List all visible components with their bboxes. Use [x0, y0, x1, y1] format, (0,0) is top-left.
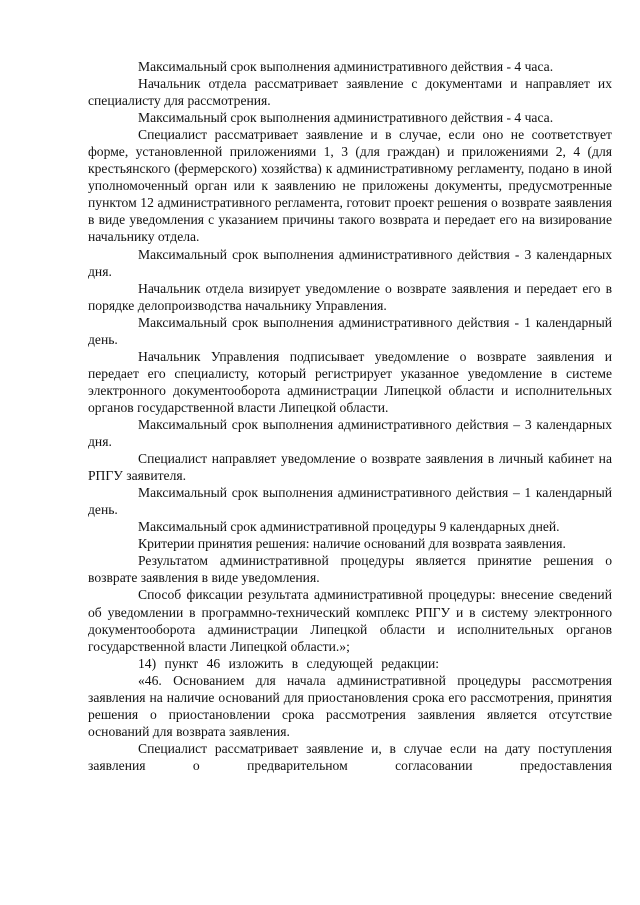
paragraph: «46. Основанием для начала административной процедуры рассмотрения заявления на наличие оснований для приостановления срока его рассмотрения, принятия решения о приостановлении срока рассмотрения заявления является отсутствие оснований для возврата заявления. — [88, 672, 612, 739]
paragraph: Критерии принятия решения: наличие оснований для возврата заявления. — [138, 536, 566, 552]
paragraph: Максимальный срок выполнения административного действия - 1 календарный день. — [88, 314, 612, 347]
paragraph: Максимальный срок выполнения административного действия – 1 календарный день. — [88, 485, 612, 518]
paragraph: Максимальный срок выполнения административного действия - 4 часа. — [138, 110, 554, 126]
paragraph: Начальник отдела визирует уведомление о возврате заявления и передает его в порядке делопроизводства начальнику Управления. — [88, 280, 612, 313]
paragraph: Специалист рассматривает заявление и, в случае если на дату поступления заявления о предварительном согласовании предоставления — [88, 740, 612, 773]
paragraph: Максимальный срок выполнения административного действия - 4 часа. — [138, 59, 554, 74]
paragraph: Специалист рассматривает заявление и в случае, если оно не соответствует форме, установленной приложениями 1, 3 (для граждан) и приложениями 2, 4 (для крестьянского (фермерского) хозяйства) к административному регламенту, подано в иной уполномоченный орган или к заявлению не приложены документы, предусмотренные пунктом 12 административного регламента, готовит проект решения о возврате заявления в виде уведомления с указанием причины такого возврата и передает его на визирование начальнику отдела. — [88, 127, 612, 245]
paragraph: 14) пункт 46 изложить в следующей редакции: — [138, 655, 440, 671]
paragraph: Максимальный срок выполнения административного действия - 3 календарных дня. — [88, 246, 612, 279]
paragraph: Специалист направляет уведомление о возврате заявления в личный кабинет на РПГУ заявителя. — [88, 451, 612, 484]
paragraph: Способ фиксации результата административной процедуры: внесение сведений об уведомлении в программно-технический комплекс РПГУ и в систему электронного документооборота администрации Липецкой области и исполнительных органов государственной власти Липецкой области.»; — [88, 587, 612, 654]
paragraph: Максимальный срок выполнения административного действия – 3 календарных дня. — [88, 416, 612, 450]
paragraph: Максимальный срок административной процедуры 9 календарных дней. — [138, 519, 560, 535]
paragraph: Начальник Управления подписывает уведомление о возврате заявления и передает его специалисту, который регистрирует указанное уведомление в системе электронного документооборота администрации Липецкой области и исполнительных органов государственной власти Липецкой области. — [88, 348, 612, 415]
paragraph: Начальник отдела рассматривает заявление с документами и направляет их специалисту для рассмотрения. — [88, 76, 612, 109]
paragraph: Результатом административной процедуры является принятие решения о возврате заявления в виде уведомления. — [88, 553, 612, 586]
